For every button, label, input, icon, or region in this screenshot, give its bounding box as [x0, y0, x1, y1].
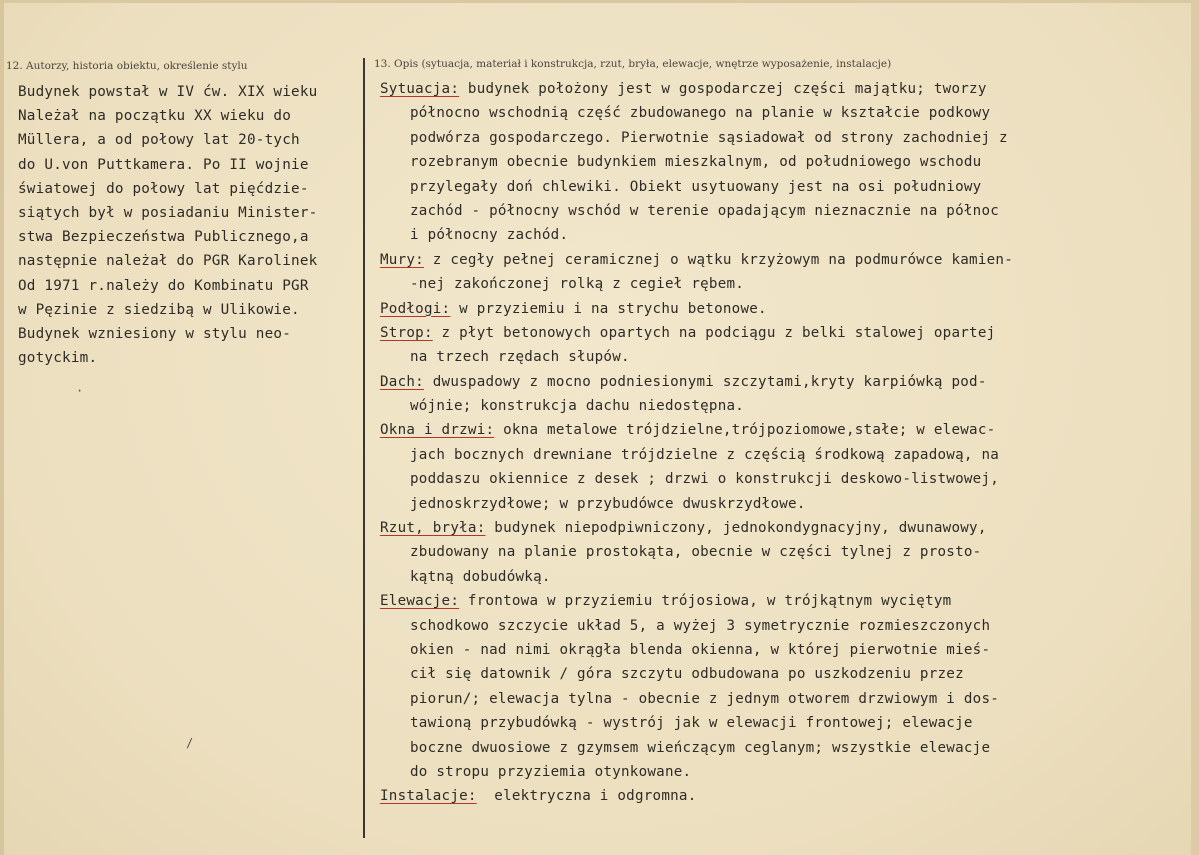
page-edge-right [1191, 0, 1199, 855]
history-line: Budynek wzniesiony w stylu neo- [18, 325, 292, 342]
section-line: -nej zakończonej rolką z cegieł rębem. [410, 276, 745, 293]
section-line: do stropu przyziemia otynkowane. [410, 763, 692, 780]
heading-description: 13. Opis (sytuacja, materiał i konstrukcja, rzut, bryła, elewacje, wnętrze wyposażenie, instalacje) [374, 58, 892, 70]
section-line: tawioną przybudówką - wystrój jak w elewacji frontowej; elewacje [410, 715, 973, 732]
section-first-line [380, 370, 1170, 394]
description-section [380, 77, 1170, 248]
section-first-line [380, 589, 1170, 613]
section-line: na trzech rzędach słupów. [410, 349, 630, 366]
page-edge-left [0, 0, 4, 855]
history-line: Müllera, a od połowy lat 20-tych [18, 132, 300, 149]
history-line: następnie należał do PGR Karolinek [18, 253, 318, 270]
section-text: z cegły pełnej ceramicznej o wątku krzyżowym na podmurówce kamien- [423, 251, 1014, 268]
section-text: budynek niepodpiwniczony, jednokondygnacyjny, dwunawowy, [485, 520, 987, 537]
section-first-line [380, 418, 1170, 442]
section-label: Sytuacja: [380, 81, 460, 97]
section-text: budynek położony jest w gospodarczej części majątku; tworzy [459, 81, 987, 97]
history-line: w Pęzinie z siedzibą w Ulikowie. [18, 301, 300, 318]
history-line: Od 1971 r.należy do Kombinatu PGR [18, 277, 309, 294]
section-label: Dach: [380, 373, 424, 390]
column-divider [363, 58, 365, 838]
section-text: dwuspadowy z mocno podniesionymi szczytami,kryty karpiówką pod- [423, 373, 987, 390]
description-section [380, 321, 1170, 370]
section-line: przylegały doń chlewiki. Obiekt usytuowany jest na osi południowy [410, 178, 982, 195]
section-label: Instalacje: [380, 788, 477, 805]
section-line: zachód - północny wschód w terenie opadającym nieznacznie na północ [410, 202, 1000, 219]
history-line: Należał na początku XX wieku do [18, 108, 292, 125]
section-line: okien - nad nimi okrągła blenda okienna, w której pierwotnie mieś- [410, 641, 991, 658]
description-section [380, 589, 1170, 784]
description-text [380, 77, 1170, 809]
history-line: światowej do połowy lat pięćdzie- [18, 180, 309, 197]
section-label: Rzut, bryła: [380, 520, 486, 537]
section-line: schodkowo szczycie układ 5, a wyżej 3 symetrycznie rozmieszczonych [410, 617, 991, 634]
history-line: do U.von Puttkamera. Po II wojnie [18, 156, 309, 173]
description-section [380, 370, 1170, 419]
history-line: siątych był w posiadaniu Minister- [18, 204, 318, 221]
section-line: podwórza gospodarczego. Pierwotnie sąsiadował od strony zachodniej z [410, 129, 1008, 146]
history-text [18, 80, 358, 370]
section-text: elektryczna i odgromna. [476, 788, 697, 805]
heading-authors-history: 12. Autorzy, historia obiektu, określenie stylu [6, 60, 248, 72]
description-section [380, 248, 1170, 297]
section-first-line [380, 516, 1170, 540]
section-line: północno wschodnią część zbudowanego na planie w kształcie podkowy [410, 105, 991, 122]
description-section [380, 297, 1170, 321]
description-section [380, 516, 1170, 589]
section-line: cił się datownik / góra szczytu odbudowana po uszkodzeniu przez [410, 666, 964, 683]
section-label: Okna i drzwi: [380, 422, 495, 439]
history-line: gotyckim. [18, 350, 98, 367]
section-first-line [380, 248, 1170, 272]
section-line: jednoskrzydłowe; w przybudówce dwuskrzydłowe. [410, 495, 806, 512]
section-line: boczne dwuosiowe z gzymsem wieńczącym ceglanym; wszystkie elewacje [410, 739, 991, 756]
page-edge-top [0, 0, 1199, 3]
history-line: Budynek powstał w IV ćw. XIX wieku [18, 84, 318, 100]
section-line: wójnie; konstrukcja dachu niedostępna. [410, 398, 745, 415]
section-line: i północny zachód. [410, 227, 569, 244]
section-label: Strop: [380, 324, 433, 341]
section-label: Elewacje: [380, 593, 460, 610]
section-text: okna metalowe trójdzielne,trójpoziomowe,stałe; w elewac- [494, 422, 996, 439]
section-text: frontowa w przyziemiu trójosiowa, w trójkątnym wyciętym [459, 593, 952, 610]
section-label: Podłogi: [380, 300, 451, 317]
section-line: zbudowany na planie prostokąta, obecnie w części tylnej z prosto- [410, 544, 982, 561]
section-line: jach bocznych drewniane trójdzielne z częścią środkową zapadową, na [410, 446, 1000, 463]
section-first-line [380, 321, 1170, 345]
history-line: stwa Bezpieczeństwa Publicznego,a [18, 229, 309, 246]
ink-speck: / [186, 736, 194, 750]
section-first-line [380, 297, 1170, 321]
section-line: rozebranym obecnie budynkiem mieszkalnym, od południowego wschodu [410, 154, 982, 171]
section-line: kątną dobudówką. [410, 568, 551, 585]
section-text: z płyt betonowych opartych na podciągu z belki stalowej opartej [432, 324, 996, 341]
section-first-line [380, 77, 1170, 101]
ink-speck: · [76, 384, 84, 398]
description-section [380, 418, 1170, 516]
section-line: piorun/; elewacja tylna - obecnie z jednym otworem drzwiowym i dos- [410, 690, 1000, 707]
section-line: poddaszu okiennice z desek ; drzwi o konstrukcji deskowo-listwowej, [410, 471, 1000, 488]
section-label: Mury: [380, 251, 424, 268]
description-section [380, 784, 1170, 808]
section-first-line [380, 784, 1170, 808]
section-text: w przyziemiu i na strychu betonowe. [450, 300, 767, 317]
